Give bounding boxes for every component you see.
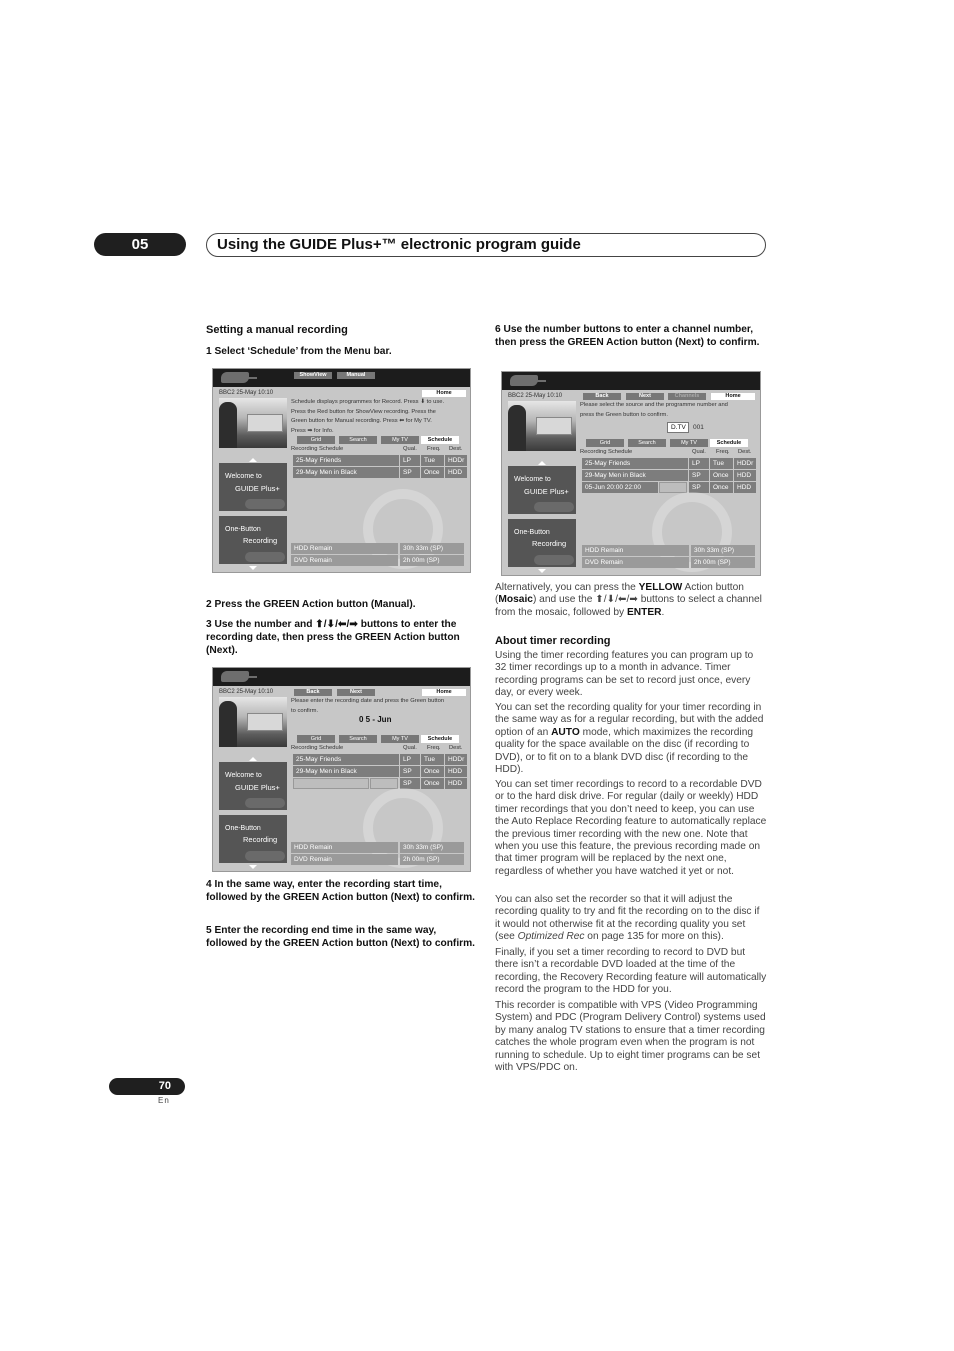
tab-schedule[interactable]: Schedule xyxy=(710,439,748,447)
dest-header: Dest. xyxy=(738,449,752,455)
channel-number-input[interactable]: 001 xyxy=(693,424,704,431)
home-button[interactable]: Home xyxy=(422,390,466,397)
guide-plus-logo xyxy=(510,375,538,386)
step-5: 5 Enter the recording end time in the same way, followed by the GREEN Action button (Next) to confirm. xyxy=(206,925,476,949)
source-input[interactable]: D.TV xyxy=(667,422,689,433)
preview-image xyxy=(219,398,287,448)
schedule-header: Recording Schedule xyxy=(580,449,633,455)
tab-schedule[interactable]: Schedule xyxy=(421,735,459,743)
dest-header: Dest. xyxy=(449,446,463,452)
screen-top-bar xyxy=(502,372,760,390)
paragraph: Finally, if you set a timer recording to record to DVD but there isn’t a recordable DVD loaded at the time of the recording, the Recovery Recording feature will automatically record the program to the HDD for you. xyxy=(495,947,767,996)
alternative-paragraph: Alternatively, you can press the YELLOW Action button (Mosaic) and use the ⬆/⬇/⬅/➡ buttons to select a channel from the mosaic, followed by ENTER. xyxy=(495,582,762,618)
step-6: 6 Use the number buttons to enter a channel number, then press the GREEN Action button (Next) to confirm. xyxy=(495,324,760,348)
qual-header: Qual. xyxy=(403,446,417,452)
down-arrow-icon xyxy=(249,566,257,570)
step-2: 2 Press the GREEN Action button (Manual). xyxy=(206,599,416,610)
tab-mytv[interactable]: My TV xyxy=(381,735,419,743)
step-4: 4 In the same way, enter the recording start time, followed by the GREEN Action button (Next) to confirm. xyxy=(206,879,476,903)
one-button-recording-panel[interactable]: One-Button Recording xyxy=(508,519,576,567)
welcome-panel[interactable]: Welcome to GUIDE Plus+ xyxy=(219,762,287,810)
down-arrow-icon xyxy=(538,569,546,573)
tab-mytv[interactable]: My TV xyxy=(381,436,419,444)
preview-image xyxy=(508,401,576,451)
chapter-number: 05 xyxy=(94,233,186,256)
down-arrow-icon xyxy=(249,865,257,869)
qual-header: Qual. xyxy=(403,745,417,751)
date-input[interactable]: 0 5 - Jun xyxy=(359,715,392,724)
next-button[interactable]: Next xyxy=(337,689,375,696)
paragraph: You can set the recording quality for your timer recording in the same way as for a regular recording, but with the added option of an AUTO mode, which maximizes the recording quality for the space available on the disc (if recording to DVD), or to fit on to a blank DVD disc (if recording to the HDD). xyxy=(495,702,764,776)
freq-header: Freq. xyxy=(716,449,730,455)
page-number: 70 xyxy=(109,1078,185,1095)
tab-grid[interactable]: Grid xyxy=(586,439,624,447)
paragraph: You can set timer recordings to record to a recordable DVD or to the hard disk drive. For regular (daily or weekly) HDD timer recordings that you don’t need to keep, you can use the Auto Replace Recording feature to automatically replace the previous timer recording with the new one. Note that when you use this feature, the previous recording made on that timer program will be replaced by the next one, regardless of whether you have watched it yet or not. xyxy=(495,779,767,877)
paragraph: You can also set the recorder so that it will adjust the recording quality to try and fit the recording on to the disc if it would not otherwise fit at the recording quality you set (see Optimized Rec on page 135 for more on this). xyxy=(495,894,760,943)
screen-message-line: Press the Red button for ShowView recording. Press the xyxy=(291,408,436,415)
tab-mytv[interactable]: My TV xyxy=(670,439,708,447)
screen-message-line: Press ➡ for Info. xyxy=(291,427,334,434)
screen-message-line: Schedule displays programmes for Record. Press ⬇ to use. xyxy=(291,399,445,405)
page-title: Using the GUIDE Plus+™ electronic program guide xyxy=(206,233,766,257)
back-button[interactable]: Back xyxy=(583,393,621,400)
one-button-recording-panel[interactable]: One-Button Recording xyxy=(219,516,287,564)
showview-button[interactable]: ShowView xyxy=(294,372,332,379)
screen-enter-channel: Back Next Channels Home BBC2 25-May 10:10 Please select the source and the programme number and press the Green button to confirm. D.TV 001 Grid Search My TV Schedule Recording Schedule Qual. Freq. Dest. 25-May Friends LP Tue HDDr 29-May Men in Black SP Once HDD 05-Jun 20:00 22:00 SP Once HDD Welcome to GUIDE Plus+ One-Button Recording HDD Remain 30h 33m (SP) DVD Remain 2h 00m (SP) xyxy=(501,371,761,576)
welcome-panel[interactable]: Welcome to GUIDE Plus+ xyxy=(219,463,287,511)
channel-status: BBC2 25-May 10:10 xyxy=(219,390,274,396)
tab-search[interactable]: Search xyxy=(339,735,377,743)
home-button[interactable]: Home xyxy=(711,393,755,400)
up-arrow-icon xyxy=(249,458,257,462)
section-heading-manual: Setting a manual recording xyxy=(206,324,348,336)
schedule-header: Recording Schedule xyxy=(291,446,344,452)
screen-message-line: Please enter the recording date and press the Green button xyxy=(291,698,445,704)
tab-grid[interactable]: Grid xyxy=(297,436,335,444)
channel-status: BBC2 25-May 10:10 xyxy=(219,689,274,695)
screen-message-line: Green button for Manual recording. Press ⬅ for My TV. xyxy=(291,418,432,424)
tab-grid[interactable]: Grid xyxy=(297,735,335,743)
page-language: En xyxy=(158,1096,170,1105)
screen-message-line: to confirm. xyxy=(291,707,319,714)
paragraph: This recorder is compatible with VPS (Video Programming System) and PDC (Program Delivery Control) systems used by many analog TV stations to ensure that a timer recording catches the whole program even when the program is not running to schedule. Up to eight timer programs can be set with VPS/PDC on. xyxy=(495,1000,766,1074)
qual-header: Qual. xyxy=(692,449,706,455)
step-1: 1 Select ‘Schedule’ from the Menu bar. xyxy=(206,346,392,357)
section-heading-timer: About timer recording xyxy=(495,635,611,647)
guide-plus-logo xyxy=(221,372,249,383)
freq-header: Freq. xyxy=(427,446,441,452)
paragraph: Using the timer recording features you can program up to 32 timer recordings up to a month in advance. Timer recording programs can be set to record just once, every day, or every week. xyxy=(495,650,754,699)
schedule-header: Recording Schedule xyxy=(291,745,344,751)
up-arrow-icon xyxy=(249,757,257,761)
back-button[interactable]: Back xyxy=(294,689,332,696)
welcome-panel[interactable]: Welcome to GUIDE Plus+ xyxy=(508,466,576,514)
up-arrow-icon xyxy=(538,461,546,465)
freq-header: Freq. xyxy=(427,745,441,751)
channel-status: BBC2 25-May 10:10 xyxy=(508,393,563,399)
screen-top-bar xyxy=(213,668,470,686)
next-button[interactable]: Next xyxy=(626,393,664,400)
step-3: 3 Use the number and ⬆/⬇/⬅/➡ buttons to enter the recording date, then press the GREEN Action button (Next). xyxy=(206,619,460,656)
screen-message-line: press the Green button to confirm. xyxy=(580,411,668,418)
dest-header: Dest. xyxy=(449,745,463,751)
channels-button[interactable]: Channels xyxy=(668,393,706,400)
screen-enter-date: Back Next Home BBC2 25-May 10:10 Please enter the recording date and press the Green button to confirm. 0 5 - Jun Grid Search My TV Schedule Recording Schedule Qual. Freq. Dest. 25-May Friends LP Tue HDDr 29-May Men in Black SP Once HDD SP Once HDD Welcome to GUIDE Plus+ One-Button Recording HDD Remain 30h 33m (SP) DVD Remain 2h 00m (SP) xyxy=(212,667,471,872)
screen-schedule: ShowView Manual Home BBC2 25-May 10:10 Schedule displays programmes for Record. Press ⬇ to use. Press the Red button for ShowView recording. Press the Green button for Manual recording. Press ⬅ for My TV. Press ➡ for Info. Grid Search My TV Schedule Recording Schedule Qual. Freq. Dest. 25-May Friends LP Tue HDDr 29-May Men in Black SP Once HDD Welcome to GUIDE Plus+ One-Button Recording HDD Remain 30h 33m (SP) DVD Remain 2h 00m (SP) xyxy=(212,368,471,573)
tab-search[interactable]: Search xyxy=(339,436,377,444)
home-button[interactable]: Home xyxy=(422,689,466,696)
tab-search[interactable]: Search xyxy=(628,439,666,447)
guide-plus-logo xyxy=(221,671,249,682)
preview-image xyxy=(219,697,287,747)
one-button-recording-panel[interactable]: One-Button Recording xyxy=(219,815,287,863)
manual-button[interactable]: Manual xyxy=(337,372,375,379)
tab-schedule[interactable]: Schedule xyxy=(421,436,459,444)
screen-message-line: Please select the source and the programme number and xyxy=(580,402,728,408)
